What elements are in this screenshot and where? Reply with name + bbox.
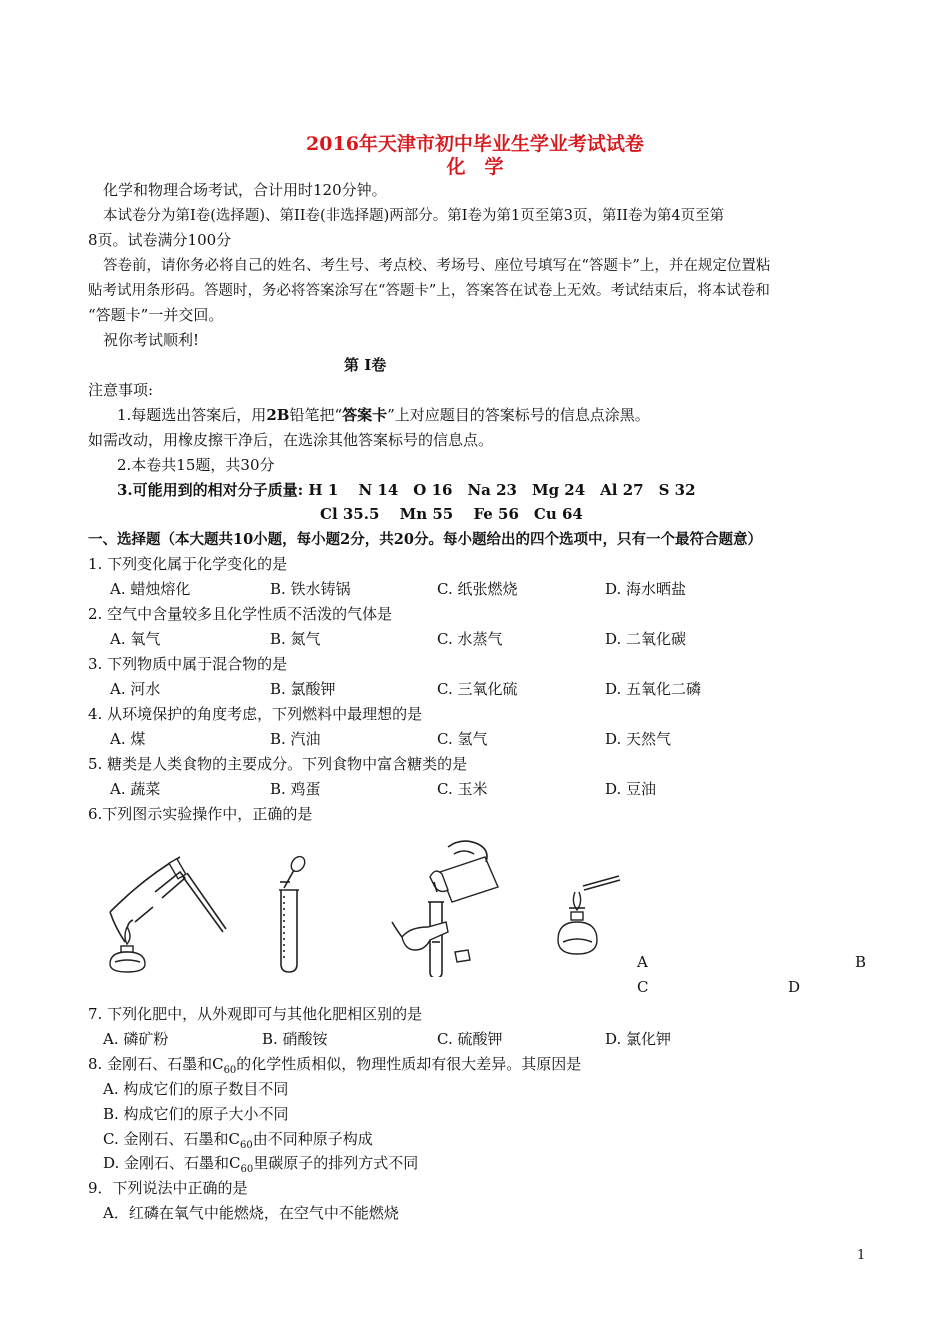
page-subtitle: 化 学 bbox=[446, 156, 504, 178]
subscript: 60 bbox=[239, 1140, 253, 1151]
option-a: A. 构成它们的原子数目不同 bbox=[103, 1080, 289, 1098]
question-stem: 2. 空气中含量较多且化学性质不活泼的气体是 bbox=[88, 605, 393, 623]
intro-paragraph-2-cont: 8页。试卷满分100分 bbox=[88, 231, 232, 249]
question-stem: 4. 从环境保护的角度考虑，下列燃料中最理想的是 bbox=[88, 705, 423, 723]
question-stem: 7. 下列化肥中，从外观即可与其他化肥相区别的是 bbox=[88, 1005, 423, 1023]
figure-label-c: C bbox=[637, 978, 649, 996]
figure-label-b: B bbox=[855, 953, 867, 971]
option-d: D. 五氧化二磷 bbox=[605, 680, 702, 698]
question-stem: 1. 下列变化属于化学变化的是 bbox=[88, 555, 288, 573]
option-c: C. 玉米 bbox=[437, 780, 488, 798]
option-a: A. 河水 bbox=[110, 680, 161, 698]
page-title: 2016年天津市初中毕业生学业考试试卷 bbox=[306, 133, 644, 155]
option-b: B. 构成它们的原子大小不同 bbox=[103, 1105, 289, 1123]
option-a: A．红磷在氧气中能燃烧，在空气中不能燃烧 bbox=[103, 1204, 399, 1222]
option-b: B. 铁水铸锅 bbox=[270, 580, 351, 598]
option-c: C. 三氧化硫 bbox=[437, 680, 518, 698]
subscript: 60 bbox=[240, 1164, 254, 1175]
note-1-text-mid: 铅笔把“ bbox=[289, 406, 343, 424]
note-3-continued: Cl 35.5 Mn 55 Fe 56 Cu 64 bbox=[320, 505, 583, 523]
section-heading: 第 I卷 bbox=[344, 356, 387, 374]
option-d: D. 二氧化碳 bbox=[605, 630, 687, 648]
option-d: D. 氯化钾 bbox=[605, 1030, 672, 1048]
option-b: B. 氯酸钾 bbox=[270, 680, 336, 698]
note-1-text-end: ”上对应题目的答案标号的信息点涂黑。 bbox=[387, 406, 650, 424]
note-1-answer-card: 答案卡 bbox=[342, 406, 388, 424]
note-3: 3.可能用到的相对分子质量: H 1 N 14 O 16 Na 23 Mg 24 Al 27 S 32 bbox=[117, 481, 696, 499]
stem-text-end: 的化学性质相似，物理性质却有很大差异。其原因是 bbox=[236, 1055, 582, 1073]
option-d-text: D. 金刚石、石墨和C bbox=[103, 1154, 241, 1172]
option-c: C. 水蒸气 bbox=[437, 630, 503, 648]
note-2: 2.本卷共15题，共30分 bbox=[117, 456, 275, 474]
subscript: 60 bbox=[223, 1065, 237, 1076]
question-stem: 3. 下列物质中属于混合物的是 bbox=[88, 655, 288, 673]
note-1-text: 1.每题选出答案后，用 bbox=[117, 406, 267, 424]
option-d: D. 豆油 bbox=[605, 780, 657, 798]
option-d: D. 天然气 bbox=[605, 730, 672, 748]
option-b: B. 硝酸铵 bbox=[262, 1030, 328, 1048]
figure-label-d: D bbox=[788, 978, 801, 996]
intro-paragraph-3-cont: 贴考试用条形码。答题时，务必将答案涂写在“答题卡”上，答案答在试卷上无效。考试结束后，将本试卷和 bbox=[88, 283, 770, 299]
option-a: A. 磷矿粉 bbox=[103, 1030, 169, 1048]
option-d bbox=[103, 1152, 418, 1175]
option-b: B. 汽油 bbox=[270, 730, 321, 748]
option-c-text-end: 由不同种原子构成 bbox=[252, 1130, 373, 1148]
figure-label-a: A bbox=[637, 953, 648, 971]
option-a: A. 氧气 bbox=[110, 630, 161, 648]
option-b: B. 鸡蛋 bbox=[270, 780, 321, 798]
option-a: A. 蔬菜 bbox=[110, 780, 161, 798]
question-stem: 6.下列图示实验操作中，正确的是 bbox=[88, 805, 313, 823]
figure-pouring-liquid bbox=[390, 832, 510, 977]
option-d-text-end: 里碳原子的排列方式不同 bbox=[253, 1154, 419, 1172]
note-1-pencil: 2B bbox=[266, 406, 290, 424]
option-c bbox=[103, 1128, 373, 1151]
question-stem: 5. 糖类是人类食物的主要成分。下列食物中富含糖类的是 bbox=[88, 755, 468, 773]
note-1 bbox=[117, 404, 650, 425]
question-stem: 9．下列说法中正确的是 bbox=[88, 1179, 248, 1197]
option-b: B. 氮气 bbox=[270, 630, 321, 648]
intro-paragraph-3: 答卷前，请你务必将自己的姓名、考生号、考点校、考场号、座位号填写在“答题卡”上，并在规定位置粘 bbox=[103, 258, 771, 274]
option-c-text: C. 金刚石、石墨和C bbox=[103, 1130, 240, 1148]
option-d: D. 海水晒盐 bbox=[605, 580, 687, 598]
part-heading: 一、选择题（本大题共10小题，每小题2分，共20分。每小题给出的四个选项中，只有一个最符合题意） bbox=[88, 531, 762, 548]
option-c: C. 硫酸钾 bbox=[437, 1030, 503, 1048]
option-c: C. 氢气 bbox=[437, 730, 488, 748]
stem-text: 8. 金刚石、石墨和C bbox=[88, 1055, 224, 1073]
figure-heating-test-tube bbox=[105, 852, 230, 977]
intro-wish: 祝你考试顺利! bbox=[103, 331, 200, 349]
figure-lighting-alcohol-lamp bbox=[555, 872, 635, 972]
intro-paragraph-2: 本试卷分为第I卷(选择题)、第II卷(非选择题)两部分。第I卷为第1页至第3页，第II卷为第4页至第 bbox=[103, 208, 725, 224]
option-a: A. 蜡烛熔化 bbox=[110, 580, 191, 598]
notes-title: 注意事项: bbox=[88, 381, 154, 399]
figure-dropper-test-tube bbox=[270, 852, 310, 977]
option-a: A. 煤 bbox=[110, 730, 146, 748]
note-1-continued: 如需改动，用橡皮擦干净后，在选涂其他答案标号的信息点。 bbox=[88, 431, 494, 449]
option-c: C. 纸张燃烧 bbox=[437, 580, 518, 598]
page-number: 1 bbox=[857, 1248, 866, 1263]
intro-paragraph-3-end: “答题卡”一并交回。 bbox=[88, 306, 224, 324]
intro-paragraph-1: 化学和物理合场考试，合计用时120分钟。 bbox=[103, 181, 387, 199]
question-stem bbox=[88, 1053, 581, 1076]
